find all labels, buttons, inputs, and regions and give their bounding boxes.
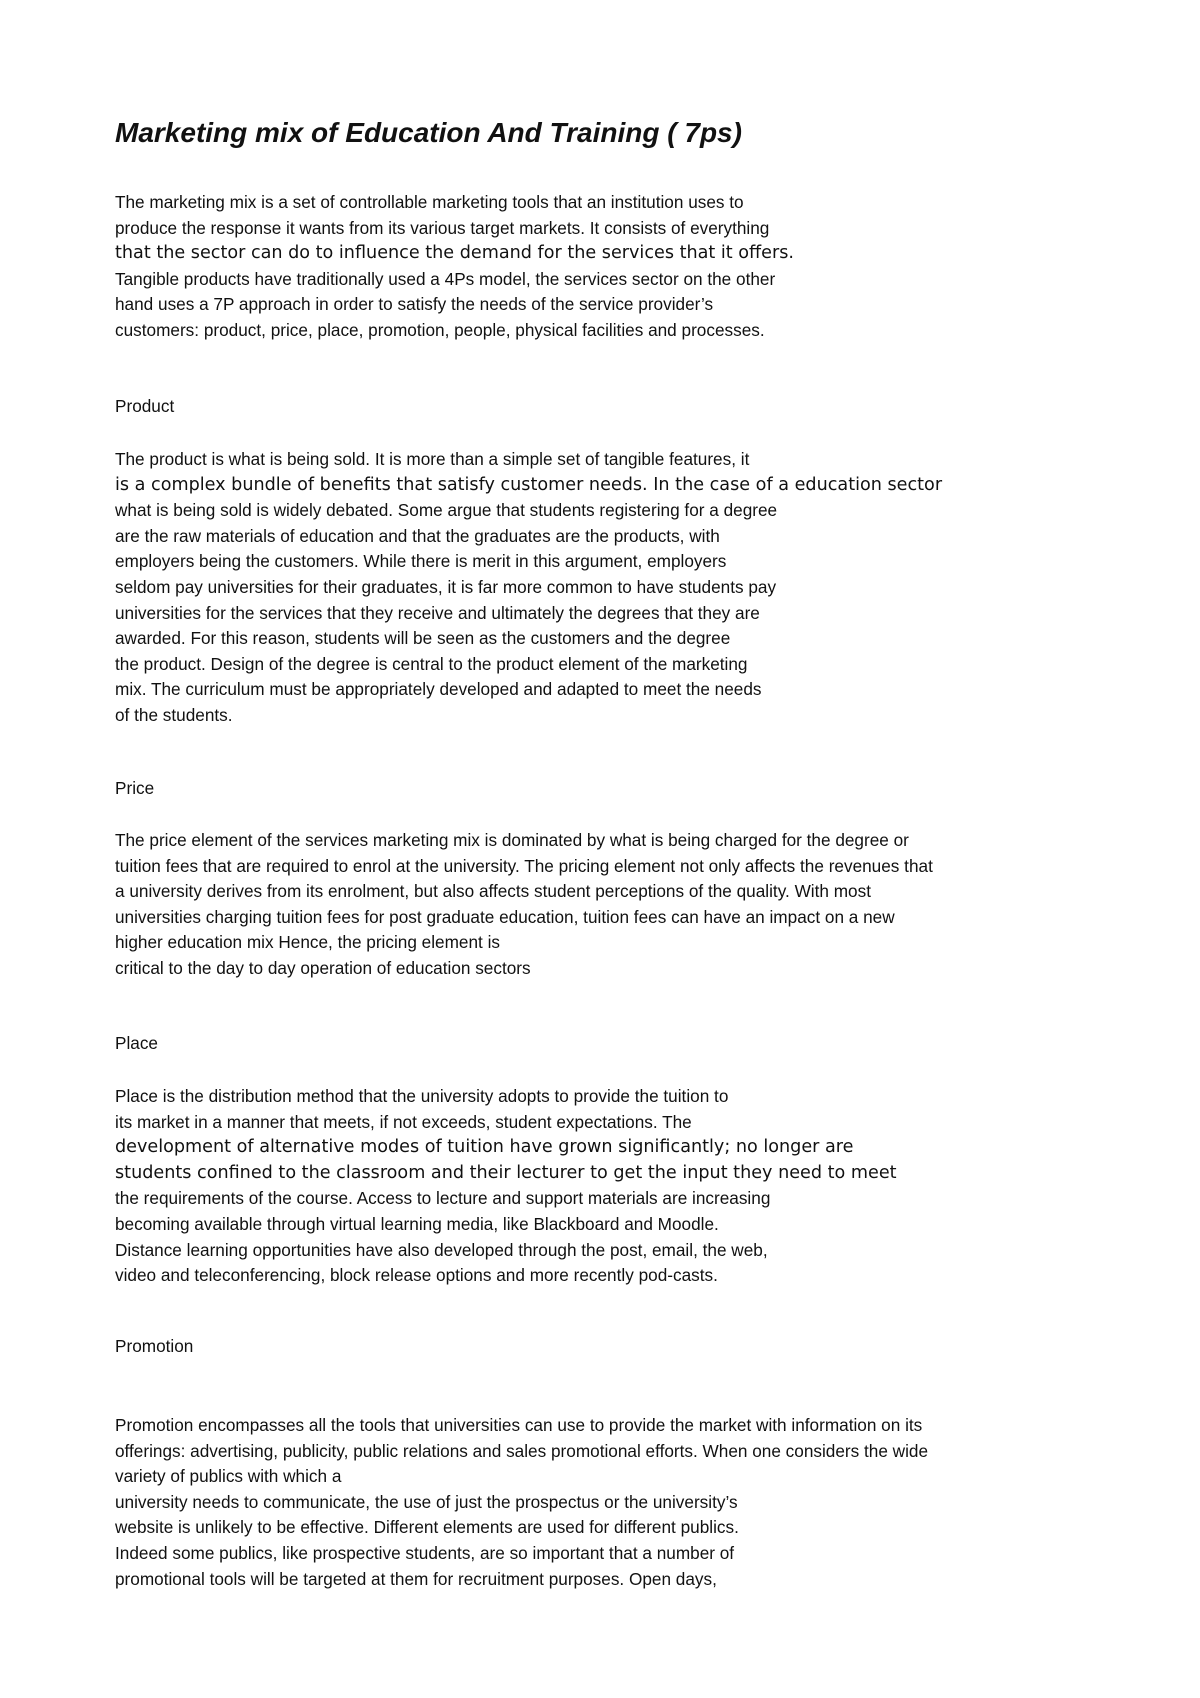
- place-line: Place is the distribution method that the university adopts to provide the tuition to: [115, 1086, 729, 1106]
- place-line: students confined to the classroom and their lecturer to get the input they need to meet: [115, 1162, 897, 1183]
- price-line: tuition fees that are required to enrol at the university. The pricing element not only affects the revenues that: [115, 855, 933, 876]
- product-line: awarded. For this reason, students will be seen as the customers and the degree: [115, 628, 731, 649]
- product-line: is a complex bundle of benefits that satisfy customer needs. In the case of a education sector: [115, 474, 943, 495]
- section-heading-promotion: Promotion: [115, 1336, 194, 1356]
- product-line: are the raw materials of education and that the graduates are the products, with: [115, 525, 720, 546]
- section-heading-product: Product: [115, 396, 175, 416]
- product-line: of the students.: [115, 704, 233, 725]
- document-title: Marketing mix of Education And Training ( 7ps): [115, 117, 742, 148]
- intro-line: that the sector can do to influence the demand for the services that it offers.: [115, 243, 794, 264]
- promotion-paragraph: [115, 1413, 928, 1592]
- place-paragraph: [115, 1084, 897, 1289]
- product-line: seldom pay universities for their graduates, it is far more common to have students pay: [115, 576, 777, 597]
- promotion-line: Promotion encompasses all the tools that universities can use to provide the market with information on its: [115, 1415, 923, 1435]
- product-line: employers being the customers. While there is merit in this argument, employers: [115, 551, 727, 572]
- product-line: what is being sold is widely debated. Some argue that students registering for a degree: [115, 500, 778, 521]
- price-line: critical to the day to day operation of education sectors: [115, 957, 531, 978]
- place-line: Distance learning opportunities have also developed through the post, email, the web,: [115, 1239, 768, 1260]
- place-line: video and teleconferencing, block release options and more recently pod-casts.: [115, 1265, 718, 1286]
- promotion-line: promotional tools will be targeted at them for recruitment purposes. Open days,: [115, 1568, 717, 1589]
- place-line: development of alternative modes of tuition have grown significantly; no longer are: [115, 1137, 854, 1158]
- place-line: its market in a manner that meets, if not exceeds, student expectations. The: [115, 1111, 692, 1132]
- product-line: universities for the services that they receive and ultimately the degrees that they are: [115, 602, 760, 623]
- price-line: a university derives from its enrolment, but also affects student perceptions of the quality. With most: [115, 881, 871, 902]
- place-line: becoming available through virtual learning media, like Blackboard and Moodle.: [115, 1213, 719, 1234]
- intro-line: produce the response it wants from its various target markets. It consists of everything: [115, 217, 770, 238]
- section-heading-place: Place: [115, 1033, 158, 1053]
- promotion-line: website is unlikely to be effective. Different elements are used for different publics.: [115, 1517, 739, 1538]
- price-paragraph: [115, 828, 933, 982]
- promotion-line: university needs to communicate, the use of just the prospectus or the university’s: [115, 1491, 738, 1512]
- intro-paragraph: [115, 190, 794, 344]
- intro-line: Tangible products have traditionally used a 4Ps model, the services sector on the other: [115, 268, 776, 289]
- product-line: The product is what is being sold. It is more than a simple set of tangible features, it: [115, 449, 750, 469]
- product-paragraph: [115, 447, 942, 729]
- price-line: higher education mix Hence, the pricing element is: [115, 932, 501, 953]
- intro-line: hand uses a 7P approach in order to satisfy the needs of the service provider’s: [115, 294, 714, 315]
- promotion-line: offerings: advertising, publicity, public relations and sales promotional efforts. When one considers the wide: [115, 1440, 929, 1461]
- product-line: mix. The curriculum must be appropriately developed and adapted to meet the needs: [115, 679, 762, 700]
- price-line: The price element of the services marketing mix is dominated by what is being charged for the degree or: [115, 830, 909, 850]
- product-line: the product. Design of the degree is central to the product element of the marketing: [115, 653, 748, 674]
- intro-line: The marketing mix is a set of controllable marketing tools that an institution uses to: [115, 192, 744, 212]
- intro-line: customers: product, price, place, promotion, people, physical facilities and processes.: [115, 319, 765, 340]
- promotion-line: variety of publics with which a: [115, 1466, 342, 1487]
- section-heading-price: Price: [115, 778, 155, 798]
- place-line: the requirements of the course. Access to lecture and support materials are increasing: [115, 1188, 771, 1209]
- price-line: universities charging tuition fees for post graduate education, tuition fees can have an impact on a new: [115, 906, 895, 927]
- promotion-line: Indeed some publics, like prospective students, are so important that a number of: [115, 1542, 735, 1563]
